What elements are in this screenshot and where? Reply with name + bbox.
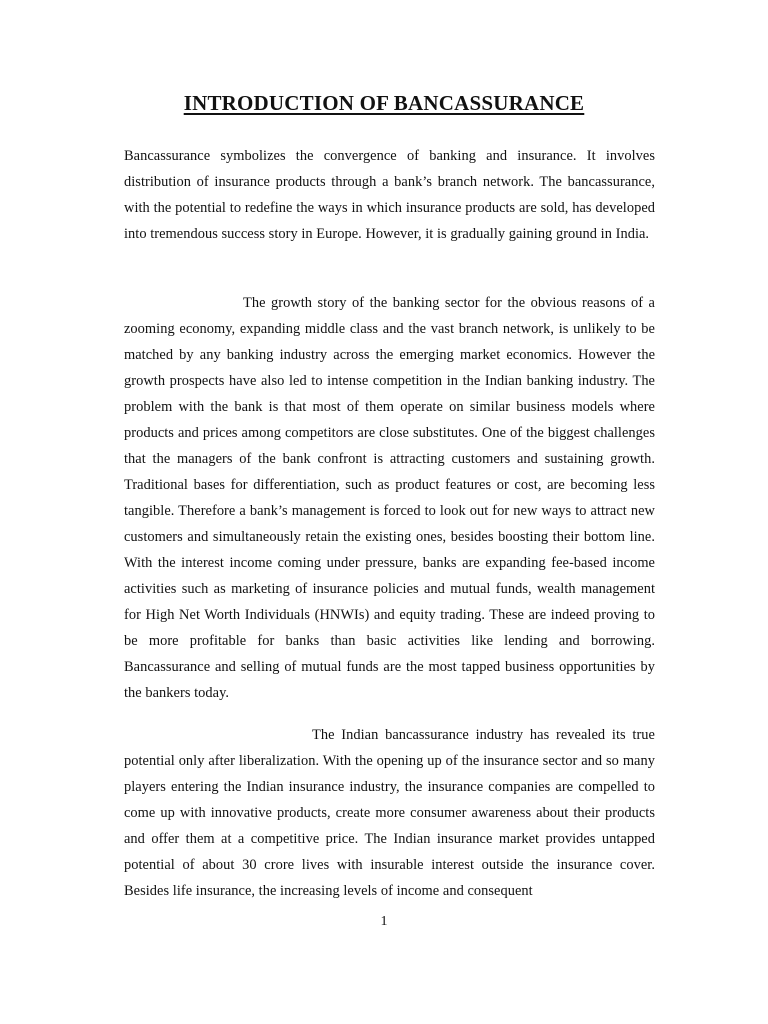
paragraph-indian-bancassurance: The Indian bancassurance industry has revealed its true potential only after liberalization. With the opening up of the insurance sector and so many players entering the Indian insurance industry, the insurance companies are compelled to come up with innovative products, create more consumer awareness about their products and offer them at a competitive price. The Indian insurance market provides untapped potential of about 30 crore lives with insurable interest outside the insurance cover. Besides life insurance, the increasing levels of income and consequent	[124, 727, 655, 899]
page-title: INTRODUCTION OF BANCASSURANCE	[183, 91, 585, 115]
paragraph-growth-story: The growth story of the banking sector for the obvious reasons of a zooming economy, expanding middle class and the vast branch network, is unlikely to be matched by any banking industry across the emerging market economics. However the growth prospects have also led to intense competition in the Indian banking industry. The problem with the bank is that most of them operate on similar business models where products and prices among competitors are close substitutes. One of the biggest challenges that the managers of the bank confront is attracting customers and sustaining growth. Traditional bases for differentiation, such as product features or cost, are becoming less tangible. Therefore a bank’s management is forced to look out for new ways to attract new customers and simultaneously retain the existing ones, besides boosting their bottom line. With the interest income coming under pressure, banks are expanding fee-based income activities such as marketing of insurance policies and mutual funds, wealth management for High Net Worth Individuals (HNWIs) and equity trading. These are indeed proving to be more profitable for banks than basic activities like lending and borrowing. Bancassurance and selling of mutual funds are the most tapped business opportunities by the bankers today.	[124, 295, 655, 701]
paragraph-intro: Bancassurance symbolizes the convergence of banking and insurance. It involves distribution of insurance products through a bank’s branch network. The bancassurance, with the potential to redefine the ways in which insurance products are sold, has developed into tremendous success story in Europe. However, it is gradually gaining ground in India.	[124, 148, 655, 242]
page-number: 1	[380, 914, 388, 929]
